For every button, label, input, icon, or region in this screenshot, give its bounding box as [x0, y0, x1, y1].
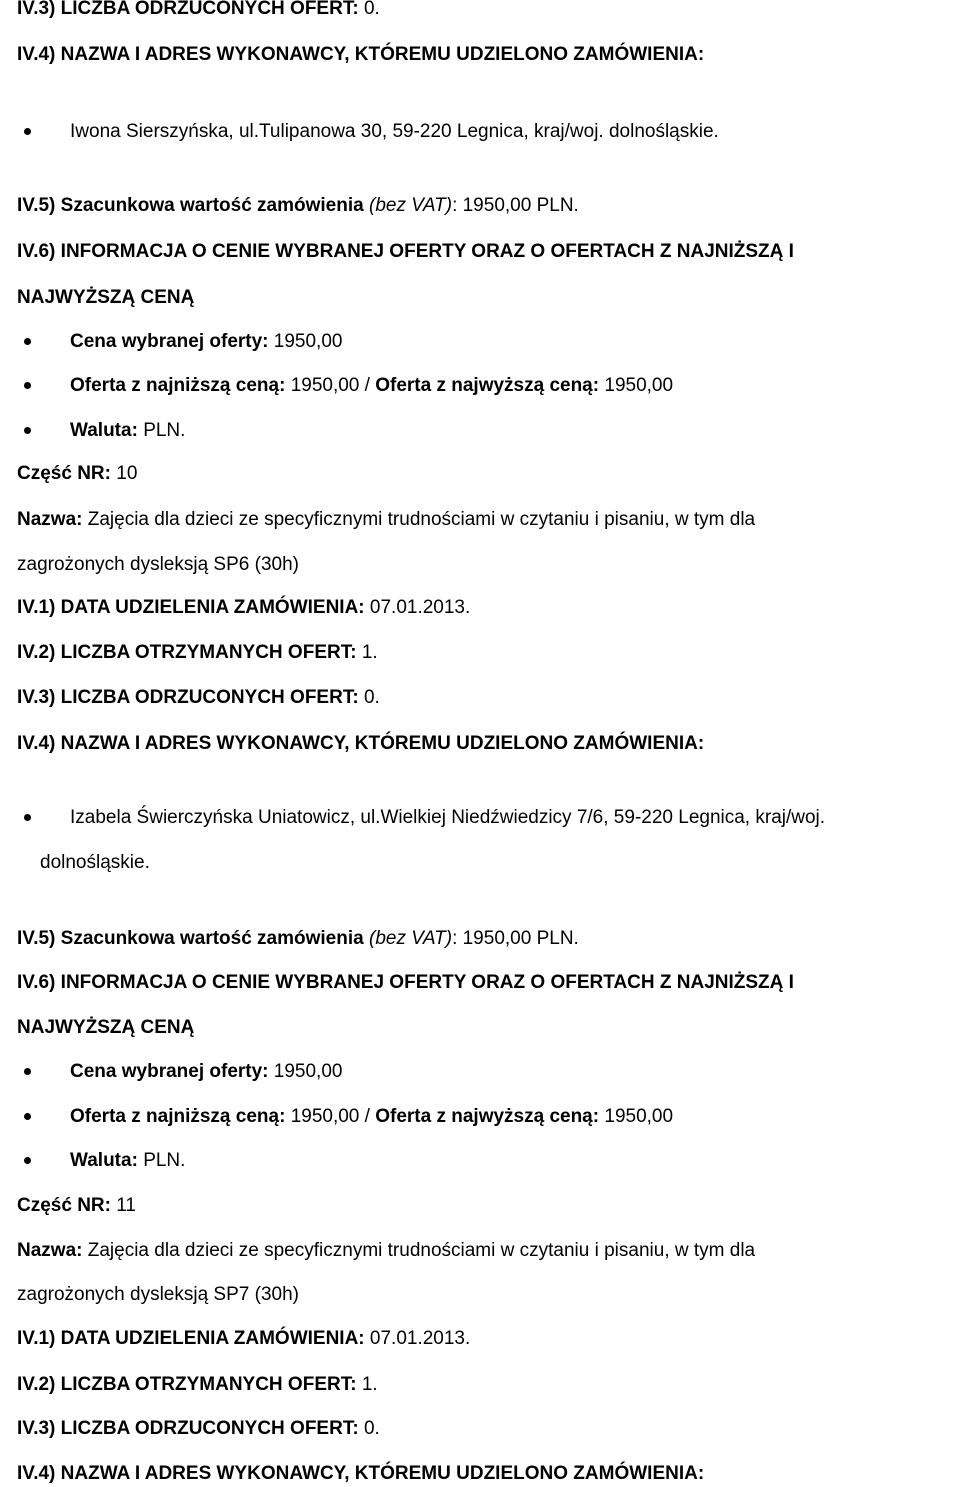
award-date-line: IV.1) DATA UDZIELENIA ZAMÓWIENIA: 07.01.2013. — [17, 1328, 471, 1349]
part-number-10: Część NR: 10 — [17, 463, 138, 484]
estimate-value-line: IV.5) Szacunkowa wartość zamówienia (bez VAT): 1950,00 PLN. — [17, 928, 579, 949]
contractor-address-cont: dolnośląskie. — [40, 852, 150, 873]
lowest-highest-price: Oferta z najniższą ceną: 1950,00 / Oferta z najwyższą ceną: 1950,00 — [70, 1106, 674, 1127]
rejected-offers-line: IV.3) LICZBA ODRZUCONYCH OFERT: 0. — [17, 1418, 380, 1439]
contractor-address: Izabela Świerczyńska Uniatowicz, ul.Wielkiej Niedźwiedzicy 7/6, 59-220 Legnica, kraj/woj. — [70, 807, 826, 828]
bullet-icon — [24, 814, 31, 821]
price-info-heading: IV.6) INFORMACJA O CENIE WYBRANEJ OFERTY ORAZ O OFERTACH Z NAJNIŻSZĄ I — [17, 241, 794, 262]
rejected-offers-line: IV.3) LICZBA ODRZUCONYCH OFERT: 0. — [17, 687, 380, 708]
part-name: Nazwa: Zajęcia dla dzieci ze specyficznymi trudnościami w czytaniu i pisaniu, w tym dla — [17, 509, 756, 530]
bullet-icon — [24, 427, 31, 434]
price-info-heading-cont: NAJWYŻSZĄ CENĄ — [17, 1017, 195, 1038]
contractor-heading: IV.4) NAZWA I ADRES WYKONAWCY, KTÓREMU UDZIELONO ZAMÓWIENIA: — [17, 44, 705, 65]
contractor-heading: IV.4) NAZWA I ADRES WYKONAWCY, KTÓREMU UDZIELONO ZAMÓWIENIA: — [17, 733, 705, 754]
contractor-address: Iwona Sierszyńska, ul.Tulipanowa 30, 59-220 Legnica, kraj/woj. dolnośląskie. — [70, 121, 719, 142]
currency-line: Waluta: PLN. — [70, 1150, 186, 1171]
award-date-line: IV.1) DATA UDZIELENIA ZAMÓWIENIA: 07.01.2013. — [17, 597, 471, 618]
bullet-icon — [24, 1157, 31, 1164]
part-name-cont: zagrożonych dysleksją SP6 (30h) — [17, 554, 299, 575]
rejected-offers-line: IV.3) LICZBA ODRZUCONYCH OFERT: 0. — [17, 0, 380, 19]
received-offers-line: IV.2) LICZBA OTRZYMANYCH OFERT: 1. — [17, 642, 378, 663]
price-info-heading: IV.6) INFORMACJA O CENIE WYBRANEJ OFERTY ORAZ O OFERTACH Z NAJNIŻSZĄ I — [17, 972, 794, 993]
part-name-cont: zagrożonych dysleksją SP7 (30h) — [17, 1284, 299, 1305]
part-number-11: Część NR: 11 — [17, 1195, 136, 1216]
currency-line: Waluta: PLN. — [70, 420, 186, 441]
lowest-highest-price: Oferta z najniższą ceną: 1950,00 / Oferta z najwyższą ceną: 1950,00 — [70, 375, 674, 396]
estimate-value-line: IV.5) Szacunkowa wartość zamówienia (bez VAT): 1950,00 PLN. — [17, 195, 579, 216]
bullet-icon — [24, 382, 31, 389]
received-offers-line: IV.2) LICZBA OTRZYMANYCH OFERT: 1. — [17, 1374, 378, 1395]
contractor-heading: IV.4) NAZWA I ADRES WYKONAWCY, KTÓREMU UDZIELONO ZAMÓWIENIA: — [17, 1463, 705, 1484]
price-info-heading-cont: NAJWYŻSZĄ CENĄ — [17, 287, 195, 308]
bullet-icon — [24, 1113, 31, 1120]
bullet-icon — [24, 128, 31, 135]
selected-offer-price: Cena wybranej oferty: 1950,00 — [70, 1061, 343, 1082]
bullet-icon — [24, 338, 31, 345]
bullet-icon — [24, 1068, 31, 1075]
selected-offer-price: Cena wybranej oferty: 1950,00 — [70, 331, 343, 352]
part-name: Nazwa: Zajęcia dla dzieci ze specyficznymi trudnościami w czytaniu i pisaniu, w tym dla — [17, 1240, 756, 1261]
